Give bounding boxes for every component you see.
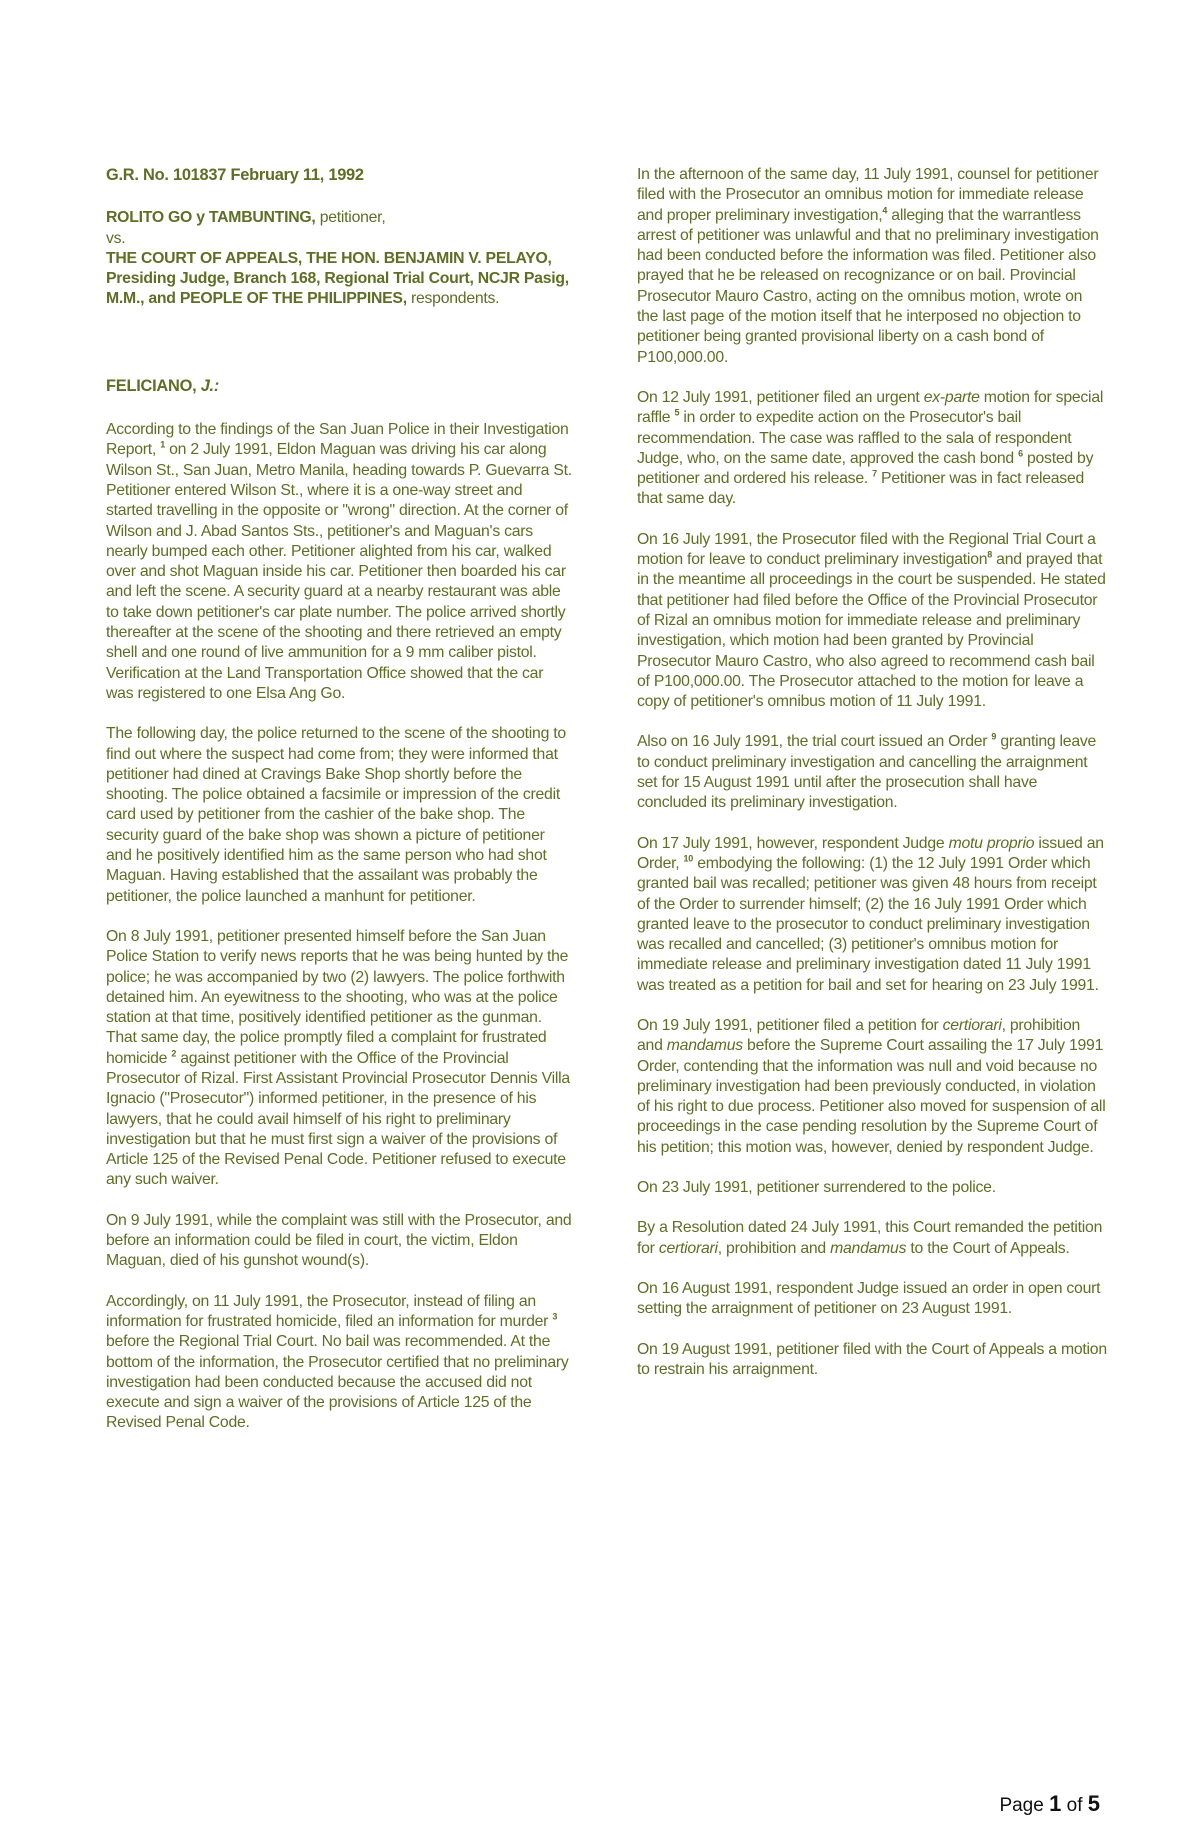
paragraph: By a Resolution dated 24 July 1991, this Court remanded the petition for certiorari, prohibition and mandamus to the Court of Appeals. <box>637 1219 1103 1257</box>
paragraph: On 19 July 1991, petitioner filed a petition for certiorari, prohibition and mandamus before the Supreme Court assailing the 17 July 1991 Order, contending that the information was null and void because no preliminary investigation had been previously conducted, in violation of his right to due process. Petitioner also moved for suspension of all proceedings in the case pending resolution by the Supreme Court of his petition; this motion was, however, denied by respondent Judge. <box>637 1016 1106 1156</box>
paragraph: On 19 August 1991, petitioner filed with the Court of Appeals a motion to restrain his arraignment. <box>637 1340 1107 1378</box>
paragraph: On 16 July 1991, the Prosecutor filed with the Regional Trial Court a motion for leave to conduct preliminary investigation$^8$ and prayed that in the meantime all proceedings in the court be suspended. He stated that petitioner had filed before the Office of the Provincial Prosecutor of Rizal an omnibus motion for immediate release and preliminary investigation, which motion had been granted by Provincial Prosecutor Mauro Castro, who also agreed to recommend cash bail of P100,000.00. The Prosecutor attached to the motion for leave a copy of petitioner's omnibus motion of 11 July 1991. <box>637 530 1106 711</box>
paragraph: The following day, the police returned to the scene of the shooting to find out where the suspect had come from; they were informed that petitioner had dined at Cravings Bake Shop shortly before the shooting. The police obtained a facsimile or impression of the credit card used by petitioner from the cashier of the bake shop. The security guard of the bake shop was shown a picture of petitioner and he positively identified him as the same person who had shot Maguan. Having established that the assailant was probably the petitioner, the police launched a manhunt for petitioner. <box>106 725 566 905</box>
footnote-ref[interactable]: 1 <box>160 440 165 451</box>
paragraph: On 23 July 1991, petitioner surrendered to the police. <box>637 1179 996 1197</box>
ponente: FELICIANO, J.: <box>106 376 220 395</box>
paragraph: Accordingly, on 11 July 1991, the Prosecutor, instead of filing an information for frustrated homicide, filed an information for murder $^3$ before the Regional Trial Court. No bail was recommended. At the bottom of the information, the Prosecutor certified that no preliminary investigation had been conducted because the accused did not execute and sign a waiver of the provisions of Article 125 of the Revised Penal Code. <box>106 1292 569 1432</box>
page-number-footer: Page 1 of 5 <box>999 1791 1100 1816</box>
right-column <box>637 165 1107 1400</box>
paragraph: On 16 August 1991, respondent Judge issued an order in open court setting the arraignment of petitioner on 23 August 1991. <box>637 1279 1101 1318</box>
paragraph: Also on 16 July 1991, the trial court issued an Order $^9$ granting leave to conduct preliminary investigation and cancelling the arraignment set for 15 August 1991 until after the prosecution shall have concluded its preliminary investigation. <box>637 732 1097 812</box>
respondents-line <box>106 249 572 310</box>
footnote-ref[interactable]: 9 <box>991 732 997 743</box>
footnote-ref[interactable]: 7 <box>872 468 877 479</box>
versus: vs. <box>106 229 126 247</box>
footnote-ref[interactable]: 6 <box>1018 448 1023 459</box>
footnote-ref[interactable]: 3 <box>552 1311 558 1322</box>
footnote-ref[interactable]: 10 <box>683 853 694 864</box>
footnote-ref[interactable]: 4 <box>882 205 888 216</box>
total-pages: 5 <box>1087 1791 1100 1816</box>
petitioner-line <box>106 208 572 228</box>
paragraph: On 12 July 1991, petitioner filed an urgent ex-parte motion for special raffle $^5$ in order to expedite action on the Prosecutor's bail recommendation. The case was raffled to the sala of respondent Judge, who, on the same date, approved the cash bond $^6$ posted by petitioner and ordered his release. $^7$ Petitioner was in fact released that same day. <box>637 388 1104 508</box>
paragraph: On 8 July 1991, petitioner presented himself before the San Juan Police Station to verify news reports that he was being hunted by the police; he was accompanied by two (2) lawyers. The police forthwith detained him. An eyewitness to the shooting, who was at the police station at that time, positively identified petitioner as the gunman. That same day, the police promptly filed a complaint for frustrated homicide $^2$ against petitioner with the Office of the Provincial Prosecutor of Rizal. First Assistant Provincial Prosecutor Dennis Villa Ignacio ("Prosecutor") informed petitioner, in the presence of his lawyers, that he could avail himself of his right to preliminary investigation but that he must first sign a waiver of the provisions of Article 125 of the Revised Penal Code. Petitioner refused to execute any such waiver. <box>106 927 570 1189</box>
respondents-names: THE COURT OF APPEALS, THE HON. BENJAMIN V. PELAYO, Presiding Judge, Branch 168, Regional Trial Court, NCJR Pasig, M.M., and PEOPLE OF THE PHILIPPINES, <box>106 249 569 308</box>
footnote-ref[interactable]: 5 <box>674 408 680 418</box>
current-page: 1 <box>1049 1791 1062 1816</box>
paragraph: According to the findings of the San Juan Police in their Investigation Report, $^1$ on 2 July 1991, Eldon Maguan was driving his car along Wilson St., San Juan, Metro Manila, heading towards P. Guevarra St. Petitioner entered Wilson St., where it is a one-way street and started travelling in the opposite or "wrong" direction. At the corner of Wilson and J. Abad Santos Sts., petitioner's and Maguan's cars nearly bumped each other. Petitioner alighted from his car, walked over and shot Maguan inside his car. Petitioner then boarded his car and left the scene. A security guard at a nearby restaurant was able to take down petitioner's car plate number. The police arrived shortly thereafter at the scene of the shooting and there retrieved an empty shell and one round of live ammunition for a 9 mm caliber pistol. Verification at the Land Transportation Office showed that the car was registered to one Elsa Ang Go. <box>106 421 572 702</box>
left-column <box>106 165 572 1454</box>
respondents-role: respondents. <box>406 290 500 308</box>
petitioner-role: petitioner, <box>315 209 386 227</box>
paragraph: In the afternoon of the same day, 11 July 1991, counsel for petitioner filed with the Prosecutor an omnibus motion for immediate release and proper preliminary investigation,$^4$ alleging that the warrantless arrest of petitioner was unlawful and that no preliminary investigation had been conducted before the information was filed. Petitioner also prayed that he be released on recognizance or on bail. Provincial Prosecutor Mauro Castro, acting on the omnibus motion, wrote on the last page of the motion itself that he interposed no objection to petitioner being granted provisional liberty on a cash bond of P100,000.00. <box>637 166 1099 366</box>
paragraph: On 17 July 1991, however, respondent Judge motu proprio issued an Order, $^{10}$ embodying the following: (1) the 12 July 1991 Order which granted bail was recalled; petitioner was given 48 hours from receipt of the Order to surrender himself; (2) the 16 July 1991 Order which granted leave to the prosecutor to conduct preliminary investigation was recalled and cancelled; (3) petitioner's omnibus motion for immediate release and preliminary investigation dated 11 July 1991 was treated as a petition for bail and set for hearing on 23 July 1991. <box>637 834 1104 994</box>
footnote-ref[interactable]: 8 <box>987 549 993 560</box>
paragraph: On 9 July 1991, while the complaint was still with the Prosecutor, and before an information could be filed in court, the victim, Eldon Maguan, died of his gunshot wound(s). <box>106 1211 572 1270</box>
case-number: G.R. No. 101837 February 11, 1992 <box>106 166 364 184</box>
petitioner-name: ROLITO GO y TAMBUNTING, <box>106 209 316 227</box>
footnote-ref[interactable]: 2 <box>171 1048 177 1059</box>
